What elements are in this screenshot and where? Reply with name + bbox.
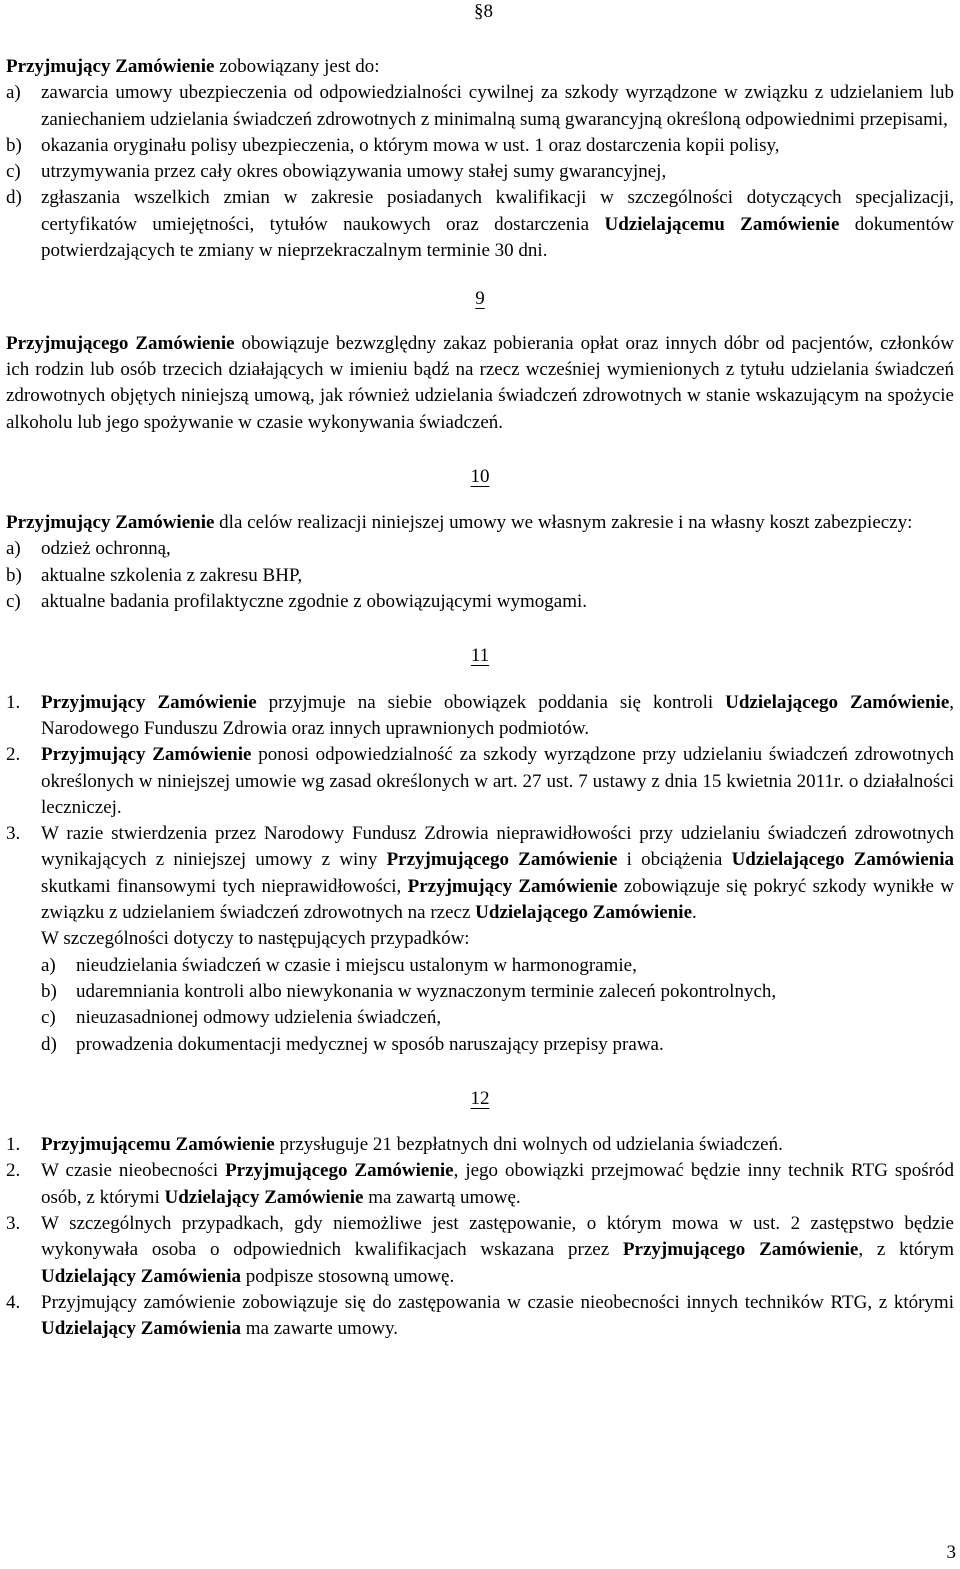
list-item: a) nieudzielania świadczeń w czasie i miejscu ustalonym w harmonogramie,: [41, 954, 637, 976]
section-12-header: 12: [470, 1087, 490, 1109]
numbered-item: 2. Przyjmujący Zamówienie ponosi odpowiedzialność za szkody wyrządzone przy udzielaniu świadczeń zdrowotnych określonych w niniejszej umowie wg zasad określonych w art. 27 ust. 7 ustawy z dnia 15 kwietnia 2011r. o działalności leczniczej.: [6, 744, 955, 818]
list-item: c) utrzymywania przez cały okres obowiązywania umowy stałej sumy gwarancyjnej,: [6, 161, 667, 183]
numbered-item: 4. Przyjmujący zamówienie zobowiązuje się do zastępowania w czasie nieobecności innych techników RTG, z którymi Udzielający Zamówienia ma zawarte umowy.: [6, 1291, 954, 1340]
numbered-item: 3. W razie stwierdzenia przez Narodowy Fundusz Zdrowia nieprawidłowości przy udzielaniu świadczeń zdrowotnych wynikających z niniejszej umowy z winy Przyjmującego Zamówienie i obciążenia Udzielającego Zamówienia skutkami finansowymi tych nieprawidłowości, Przyjmujący Zamówienie zobowiązuje się pokryć szkody wynikłe w związku z udzielaniem świadczeń zdrowotnych na rzecz Udzielającego Zamówienie.: [6, 823, 954, 924]
section-11-header: 11: [470, 645, 490, 667]
section-10-header: 10: [470, 465, 490, 487]
list-item: b) udaremniania kontroli albo niewykonania w wyznaczonym terminie zaleceń pokontrolnych,: [41, 980, 777, 1002]
list-item: a) zawarcia umowy ubezpieczenia od odpowiedzialności cywilnej za szkody wyrządzone w związku z udzielaniem lub zaniechaniem udzielania świadczeń zdrowotnych z minimalną sumą gwarancyjną określoną odpowiednimi przepisami,: [6, 82, 954, 130]
page-number: 3: [946, 1542, 956, 1563]
list-item: c) aktualne badania profilaktyczne zgodnie z obowiązującymi wymogami.: [6, 591, 588, 613]
list-item: c) nieuzasadnionej odmowy udzielenia świadczeń,: [41, 1007, 442, 1029]
sub-list-intro: W szczególności dotyczy to następujących przypadków:: [41, 928, 470, 950]
section-8-header: §8: [474, 1, 493, 22]
numbered-item: 1. Przyjmujący Zamówienie przyjmuje na siebie obowiązek poddania się kontroli Udzielającego Zamówienie, Narodowego Funduszu Zdrowia oraz innych uprawnionych podmiotów.: [6, 691, 955, 739]
section-10-text: Przyjmujący Zamówienie dla celów realizacji niniejszej umowy we własnym zakresie i na własny koszt zabezpieczy:: [6, 512, 913, 534]
list-item: a) odzież ochronną,: [6, 538, 171, 560]
document-page: [6, 0, 954, 1342]
section-8-intro: Przyjmujący Zamówienie zobowiązany jest do:: [6, 56, 380, 77]
numbered-item: 1. Przyjmującemu Zamówienie przysługuje 21 bezpłatnych dni wolnych od udzielania świadczeń.: [6, 1134, 783, 1156]
numbered-item: 3. W szczególnych przypadkach, gdy niemożliwe jest zastępowanie, o którym mowa w ust. 2 zastępstwo będzie wykonywała osoba o odpowiednich kwalifikacjach wskazana przez Przyjmującego Zamówienie, z którym Udzielający Zamówienia podpisze stosowną umowę.: [6, 1212, 954, 1287]
list-item: b) okazania oryginału polisy ubezpieczenia, o którym mowa w ust. 1 oraz dostarczenia kopii polisy,: [6, 134, 780, 156]
numbered-item: 2. W czasie nieobecności Przyjmującego Zamówienie, jego obowiązki przejmować będzie inny technik RTG spośród osób, z którymi Udzielający Zamówienie ma zawartą umowę.: [6, 1160, 954, 1208]
list-item: d) zgłaszania wszelkich zmian w zakresie posiadanych kwalifikacji w szczególności dotyczących specjalizacji, certyfikatów umiejętności, tytułów naukowych oraz dostarczenia Udzielającemu Zamówienie dokumentów potwierdzających te zmiany w nieprzekraczalnym terminie 30 dni.: [6, 187, 954, 262]
sub-list: [6, 926, 954, 1057]
list-item: b) aktualne szkolenia z zakresu BHP,: [6, 564, 303, 586]
section-9-text: Przyjmującego Zamówienie obowiązuje bezwzględny zakaz pobierania opłat oraz innych dóbr od pacjentów, członków ich rodzin lub osób trzecich działających w imieniu bądź na rzecz wcześniej wymienionych z tytułu udzielania świadczeń zdrowotnych objętych niniejszą umową, jak również udzielania świadczeń zdrowotnych w stanie wskazującym na spożycie alkoholu lub jego spożywanie w czasie wykonywania świadczeń.: [6, 332, 954, 433]
list-item: d) prowadzenia dokumentacji medycznej w sposób naruszający przepisy prawa.: [41, 1033, 664, 1055]
section-9-header: 9: [475, 288, 485, 310]
